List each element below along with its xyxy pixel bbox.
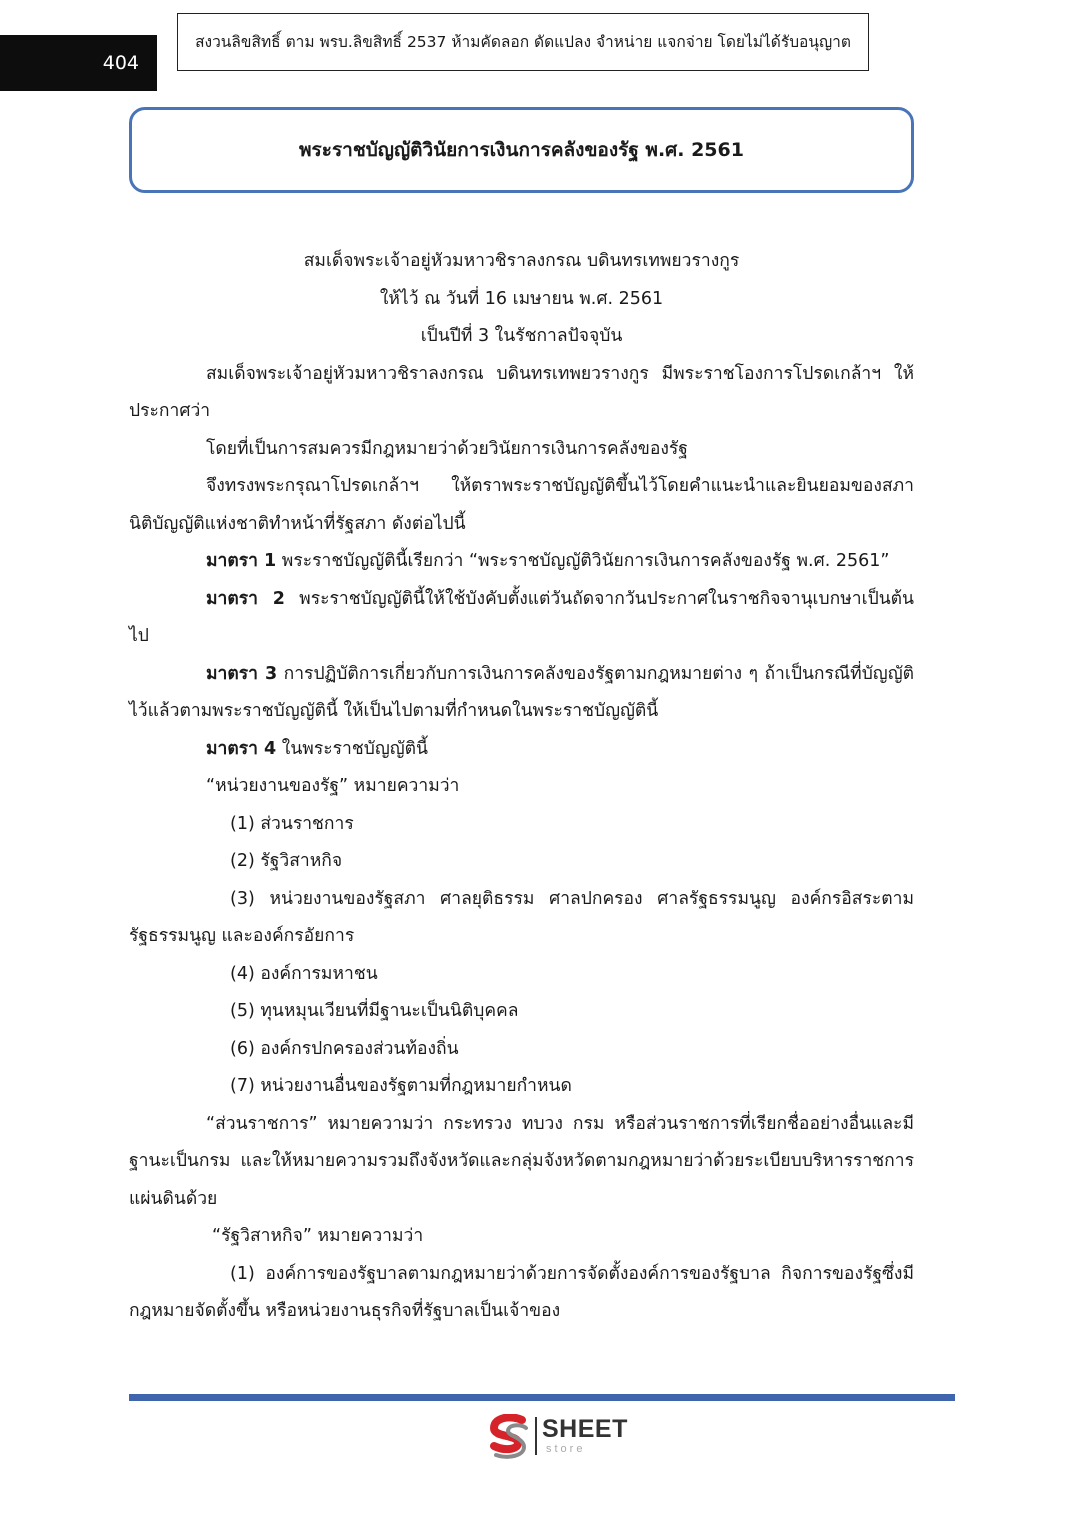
footer-rule <box>129 1394 955 1401</box>
list-item: (6) องค์กรปกครองส่วนท้องถิ่น <box>230 1038 459 1059</box>
whereas-paragraph: โดยที่เป็นการสมควรมีกฎหมายว่าด้วยวินัยการเงินการคลังของรัฐ <box>206 438 688 459</box>
proclamation-paragraph: สมเด็จพระเจ้าอยู่หัวมหาวชิราลงกรณ บดินทรเทพยวรางกูร มีพระราชโองการโปรดเกล้าฯ ให้ประกาศว่า <box>129 363 914 421</box>
section-3-label: มาตรา 3 <box>206 663 278 684</box>
section-3-text: การปฏิบัติการเกี่ยวกับการเงินการคลังของรัฐตามกฎหมายต่าง ๆ ถ้าเป็นกรณีที่บัญญัติไว้แล้วตามพระราชบัญญัตินี้ ให้เป็นไปตามที่กำหนดในพระราชบัญญัตินี้ <box>129 663 914 721</box>
section-4-text: ในพระราชบัญญัตินี้ <box>276 738 429 759</box>
section-2 <box>129 581 914 656</box>
document-title: พระราชบัญญัติวินัยการเงินการคลังของรัฐ พ.ศ. 2561 <box>129 107 914 193</box>
logo-separator <box>535 1417 537 1455</box>
list-item: (5) ทุนหมุนเวียนที่มีฐานะเป็นนิติบุคคล <box>230 1001 519 1021</box>
copyright-notice: สงวนลิขสิทธิ์ ตาม พรบ.ลิขสิทธิ์ 2537 ห้ามคัดลอก ดัดแปลง จำหน่าย แจกจ่าย โดยไม่ได้รับอนุญาต <box>177 13 869 71</box>
sheet-s-logo-icon <box>486 1414 532 1460</box>
list-item: (3) หน่วยงานของรัฐสภา ศาลยุติธรรม ศาลปกครอง ศาลรัฐธรรมนูญ องค์กรอิสระตามรัฐธรรมนูญ และองค์กรอัยการ <box>129 888 914 946</box>
logo-subtitle: store <box>546 1443 586 1455</box>
definition-state-agency: “หน่วยงานของรัฐ” หมายความว่า <box>206 776 460 796</box>
section-1 <box>129 543 914 581</box>
sheet-store-logo <box>486 1413 636 1461</box>
definition-state-enterprise: “รัฐวิสาหกิจ” หมายความว่า <box>212 1226 424 1246</box>
section-2-text: พระราชบัญญัตินี้ให้ใช้บังคับตั้งแต่วันถัดจากวันประกาศในราชกิจจานุเบกษาเป็นต้นไป <box>129 588 914 646</box>
list-item: (1) ส่วนราชการ <box>230 813 354 834</box>
enactment-paragraph: จึงทรงพระกรุณาโปรดเกล้าฯ ให้ตราพระราชบัญญัติขึ้นไว้โดยคำแนะนำและยินยอมของสภานิติบัญญัติแห่งชาติทำหน้าที่รัฐสภา ดังต่อไปนี้ <box>129 476 914 534</box>
document-body <box>129 243 914 1331</box>
page-number: 404 <box>0 35 157 91</box>
list-item: (1) องค์การของรัฐบาลตามกฎหมายว่าด้วยการจัดตั้งองค์การของรัฐบาล กิจการของรัฐซึ่งมีกฎหมายจัดตั้งขึ้น หรือหน่วยงานธุรกิจที่รัฐบาลเป็นเจ้าของ <box>129 1263 914 1321</box>
section-1-label: มาตรา 1 <box>206 551 277 571</box>
preamble-reign: เป็นปีที่ 3 ในรัชกาลปัจจุบัน <box>420 326 623 346</box>
list-item: (4) องค์การมหาชน <box>230 963 378 984</box>
logo-word: SHEET <box>542 1415 628 1443</box>
preamble-date: ให้ไว้ ณ วันที่ 16 เมษายน พ.ศ. 2561 <box>379 288 664 309</box>
section-4 <box>129 731 914 769</box>
list-item: (7) หน่วยงานอื่นของรัฐตามที่กฎหมายกำหนด <box>230 1076 572 1096</box>
section-3 <box>129 656 914 731</box>
preamble-king: สมเด็จพระเจ้าอยู่หัวมหาวชิราลงกรณ บดินทรเทพยวรางกูร <box>303 251 740 271</box>
section-4-label: มาตรา 4 <box>206 738 277 759</box>
list-item: (2) รัฐวิสาหกิจ <box>230 851 343 871</box>
section-2-label: มาตรา 2 <box>206 588 285 609</box>
definition-government-agency: “ส่วนราชการ” หมายความว่า กระทรวง ทบวง กรม หรือส่วนราชการที่เรียกชื่ออย่างอื่นและมีฐานะเป็นกรม และให้หมายความรวมถึงจังหวัดและกลุ่มจังหวัดตามกฎหมายว่าด้วยระเบียบบริหารราชการแผ่นดินด้วย <box>129 1113 914 1209</box>
section-1-text: พระราชบัญญัตินี้เรียกว่า “พระราชบัญญัติวินัยการเงินการคลังของรัฐ พ.ศ. 2561” <box>276 551 890 571</box>
